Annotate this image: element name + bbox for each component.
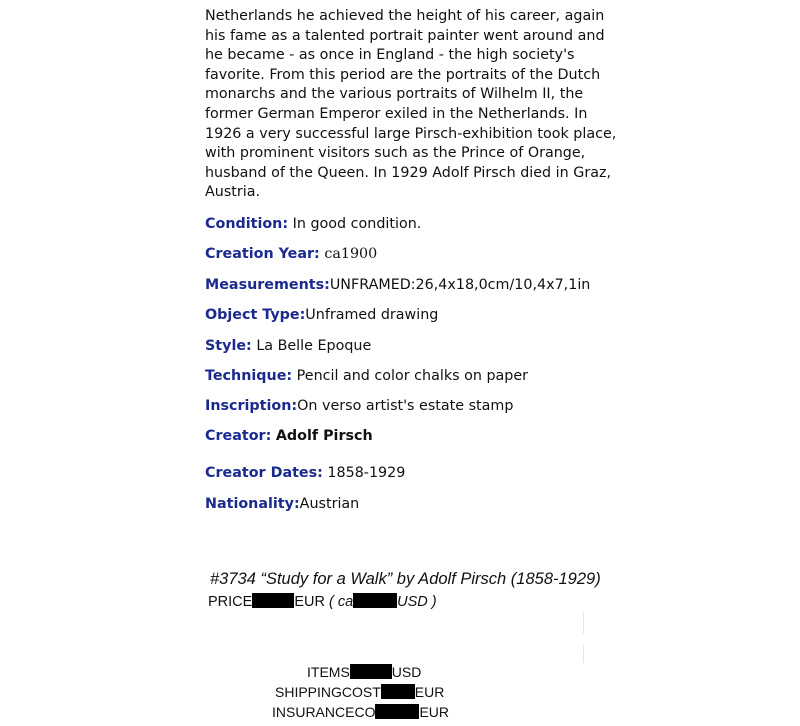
creation-year-value: ca1900: [324, 246, 378, 262]
nationality-value: Austrian: [299, 496, 360, 512]
creator-dates-label: Creator Dates:: [205, 465, 323, 481]
shipping-label: SHIPPINGCOST: [275, 684, 381, 700]
technique-label: Technique:: [205, 368, 293, 384]
price-eur-currency: EUR: [294, 594, 325, 610]
shipping-redaction: [381, 684, 415, 699]
object-type-label: Object Type:: [205, 307, 306, 323]
shipping-row: [275, 684, 444, 700]
price-usd-currency: USD ): [397, 594, 437, 610]
style-label: Style:: [205, 338, 252, 354]
items-label: ITEMS: [307, 664, 350, 680]
price-eur-redaction: [252, 593, 294, 608]
price-usd-redaction: [353, 593, 397, 608]
condition-label: Condition:: [205, 216, 289, 232]
shipping-currency: EUR: [414, 684, 445, 700]
measurements-label: Measurements:: [205, 277, 330, 293]
style-row: [205, 338, 371, 354]
condition-value: In good condition.: [292, 216, 422, 232]
measurements-value: UNFRAMED:26,4x18,0cm/10,4x7,1in: [329, 277, 591, 293]
inscription-value: On verso artist's estate stamp: [297, 398, 514, 414]
insurance-currency: EUR: [419, 704, 450, 720]
price-line: [208, 593, 437, 610]
insurance-row: [272, 704, 449, 720]
scan-artifact-line: [583, 645, 584, 663]
creator-row: [205, 428, 373, 444]
creator-dates-row: [205, 465, 405, 481]
nationality-row: [205, 496, 359, 512]
object-type-value: Unframed drawing: [305, 307, 439, 323]
condition-row: [205, 216, 421, 232]
inscription-row: [205, 398, 513, 414]
creation-year-label: Creation Year:: [205, 246, 320, 262]
creation-year-row: [205, 246, 377, 262]
listing-title: #3734 “Study for a Walk” by Adolf Pirsch (1858-1929): [210, 570, 601, 588]
items-row: [307, 664, 421, 680]
nationality-label: Nationality:: [205, 496, 300, 512]
insurance-redaction: [375, 704, 419, 719]
items-currency: USD: [391, 664, 422, 680]
technique-row: [205, 368, 528, 384]
artist-biography: Netherlands he achieved the height of his career, again his fame as a talented portrait painter went around and he became - as once in England - the high society's favorite. From this period are the portraits of the Dutch monarchs and the various portraits of Wilhelm II, the former German Emperor exiled in the Netherlands. In 1926 a very successful large Pirsch-exhibition took place, with prominent visitors such as the Prince of Orange, husband of the Queen. In 1929 Adolf Pirsch died in Graz, Austria.: [205, 8, 617, 201]
creator-label: Creator:: [205, 428, 272, 444]
creator-value: Adolf Pirsch: [275, 428, 373, 444]
price-approx: ( ca: [324, 594, 354, 610]
inscription-label: Inscription:: [205, 398, 298, 414]
measurements-row: [205, 277, 590, 293]
object-type-row: [205, 307, 438, 323]
insurance-label: INSURANCECO: [272, 704, 376, 720]
scan-artifact-line: [583, 612, 584, 634]
style-value: La Belle Epoque: [256, 338, 372, 354]
creator-dates-value: 1858-1929: [327, 465, 406, 481]
price-label: PRICE: [208, 594, 253, 610]
items-redaction: [350, 664, 392, 679]
technique-value: Pencil and color chalks on paper: [296, 368, 529, 384]
